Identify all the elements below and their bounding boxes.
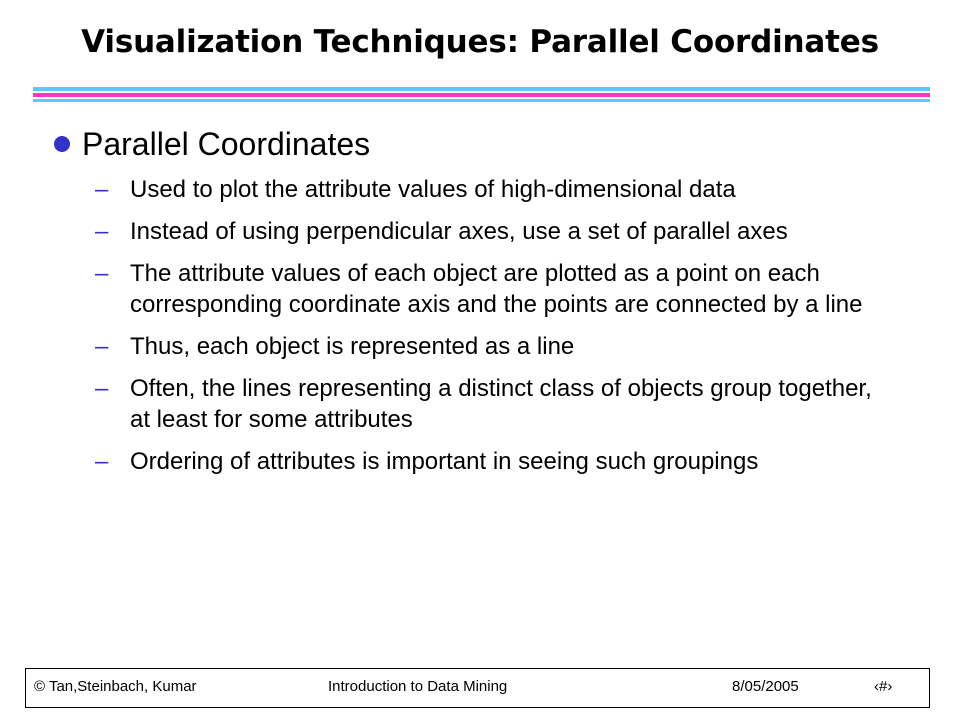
title-divider (33, 87, 930, 103)
sub-bullet-text: Ordering of attributes is important in seeing such groupings (130, 448, 759, 475)
sub-bullet-dash: – (95, 218, 109, 245)
sub-bullet-item (95, 258, 895, 320)
sub-bullet-text: Used to plot the attribute values of high-dimensional data (130, 176, 736, 203)
footer-course-title: Introduction to Data Mining (328, 678, 508, 695)
footer-page-number: ‹#› (874, 678, 893, 695)
bullet-dot-icon (54, 136, 70, 152)
sub-bullet-dash: – (95, 176, 109, 203)
sub-bullet-item (95, 373, 895, 435)
title-divider-line-bottom (33, 99, 930, 102)
sub-bullet-item (95, 174, 895, 205)
sub-bullet-dash: – (95, 375, 109, 402)
sub-bullet-dash: – (95, 448, 109, 475)
main-bullet (48, 122, 928, 166)
slide-footer (25, 668, 930, 708)
footer-date: 8/05/2005 (732, 678, 799, 695)
sub-bullet-text: Thus, each object is represented as a line (130, 333, 575, 360)
sub-bullet-text: The attribute values of each object are plotted as a point on each corresponding coordinate axis and the points are connected by a line (130, 260, 863, 318)
sub-bullet-dash: – (95, 333, 109, 360)
footer-copyright: © Tan,Steinbach, Kumar (34, 678, 197, 695)
sub-bullet-item (95, 331, 895, 362)
sub-bullet-item (95, 446, 895, 477)
sub-bullet-item (95, 216, 895, 247)
sub-bullet-dash: – (95, 260, 109, 287)
sub-bullet-text: Often, the lines representing a distinct class of objects group together, at least for some attributes (130, 375, 872, 433)
title-divider-line-magenta (33, 93, 930, 97)
sub-bullet-list (95, 174, 895, 488)
main-bullet-text: Parallel Coordinates (82, 126, 371, 162)
slide-title: Visualization Techniques: Parallel Coordinates (81, 24, 879, 60)
sub-bullet-text: Instead of using perpendicular axes, use a set of parallel axes (130, 218, 788, 245)
title-divider-line-top (33, 87, 930, 91)
